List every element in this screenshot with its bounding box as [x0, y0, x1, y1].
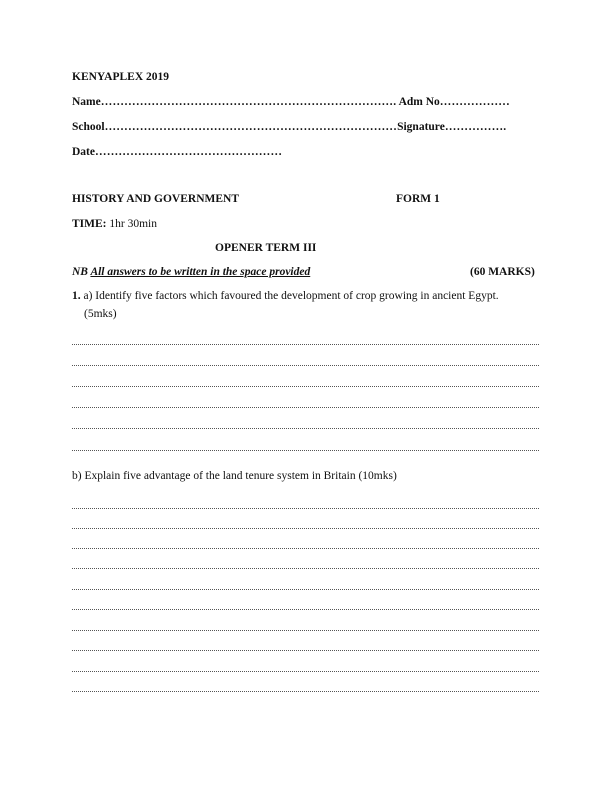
name-field[interactable]	[72, 95, 510, 109]
signature-fill: …………….	[444, 121, 507, 133]
answer-line[interactable]	[72, 407, 539, 408]
name-label: Name	[72, 96, 101, 108]
answer-line[interactable]	[72, 568, 539, 569]
answer-line[interactable]	[72, 548, 539, 549]
school-fill: …………………………………………………………………	[104, 121, 398, 133]
date-fill: …………………………………………	[95, 146, 283, 158]
signature-label: Signature	[397, 121, 445, 133]
form-label: FORM 1	[396, 193, 440, 205]
time-label: TIME:	[72, 218, 107, 230]
nb-text: All answers to be written in the space provided	[90, 266, 311, 278]
answer-line[interactable]	[72, 450, 539, 451]
answer-line[interactable]	[72, 589, 539, 590]
name-fill: ………………………………………………………………….	[100, 96, 397, 108]
question-number: 1.	[72, 290, 81, 302]
answer-line[interactable]	[72, 386, 539, 387]
answer-line[interactable]	[72, 630, 539, 631]
subject-title: HISTORY AND GOVERNMENT	[72, 193, 240, 205]
exam-title: KENYAPLEX 2019	[72, 71, 170, 83]
adm-label: Adm No	[396, 96, 440, 108]
date-field[interactable]	[72, 145, 282, 159]
time-info	[72, 217, 157, 231]
date-label: Date	[72, 146, 95, 158]
instructions-note	[72, 265, 310, 279]
answer-line[interactable]	[72, 365, 539, 366]
school-field[interactable]	[72, 120, 506, 134]
answer-line[interactable]	[72, 609, 539, 610]
question-1a-prompt: a) Identify five factors which favoured the development of crop growing in ancient Egypt.	[80, 290, 499, 302]
answer-line[interactable]	[72, 691, 539, 692]
total-marks: (60 MARKS)	[470, 266, 535, 278]
answer-line[interactable]	[72, 508, 539, 509]
school-label: School	[72, 121, 105, 133]
time-value: 1hr 30min	[106, 218, 157, 230]
answer-line[interactable]	[72, 428, 539, 429]
answer-line[interactable]	[72, 528, 539, 529]
question-1a-marks: (5mks)	[84, 308, 117, 320]
answer-line[interactable]	[72, 650, 539, 651]
answer-line[interactable]	[72, 344, 539, 345]
adm-fill: ………………	[439, 96, 510, 108]
nb-label: NB	[72, 266, 91, 278]
question-1a-text	[72, 289, 499, 303]
answer-line[interactable]	[72, 671, 539, 672]
question-1b-prompt: b) Explain five advantage of the land tenure system in Britain (10mks)	[72, 470, 397, 482]
term-title: OPENER TERM III	[215, 242, 317, 254]
